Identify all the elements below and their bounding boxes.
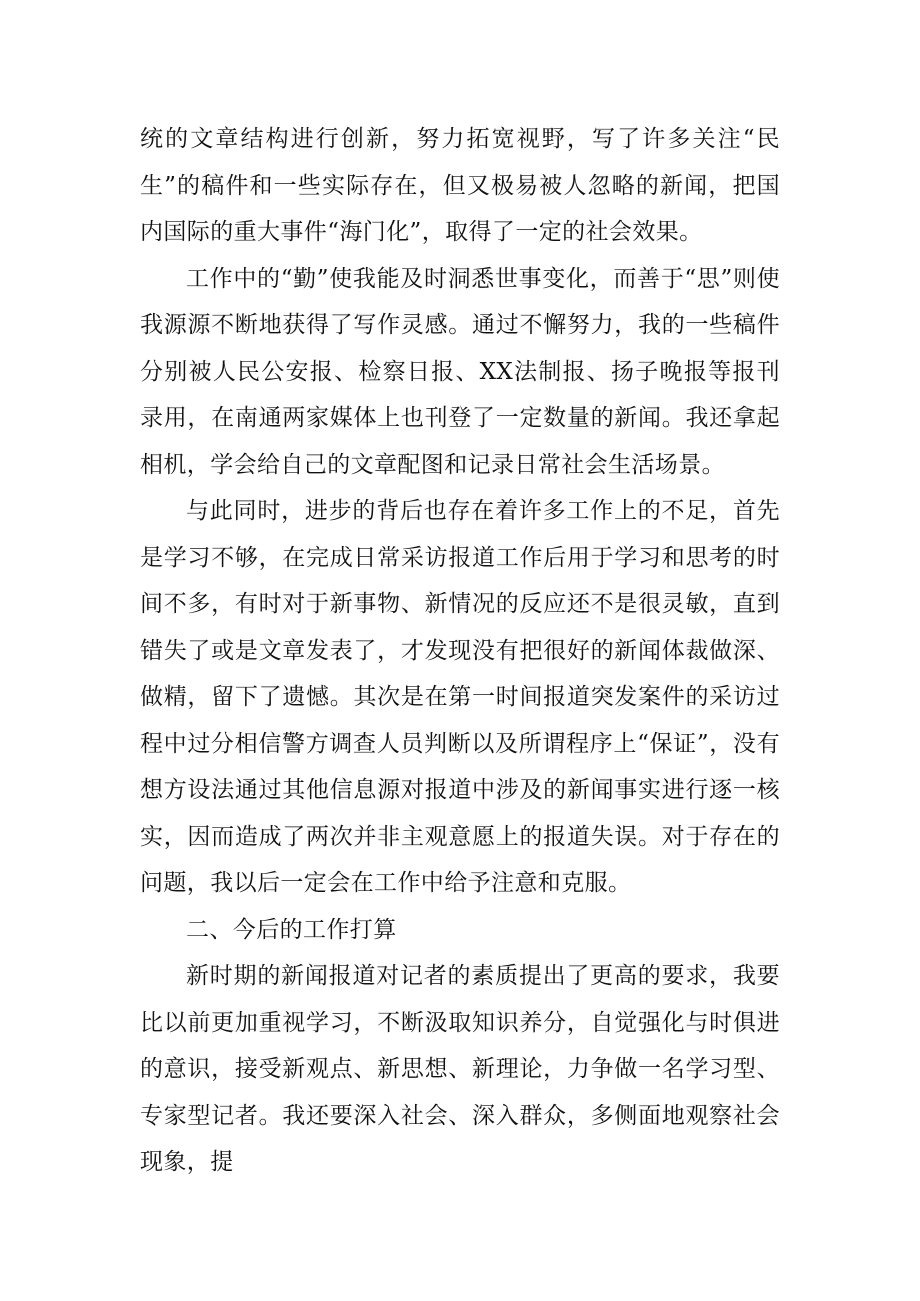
document-body bbox=[140, 116, 780, 1186]
section-heading-future-plans: 二、今后的工作打算 bbox=[186, 916, 397, 943]
paragraph-shortcomings: 与此同时，进步的背后也存在着许多工作上的不足，首先是学习不够，在完成日常采访报道工作后用于学习和思考的时间不多，有时对于新事物、新情况的反应还不是很灵敏，直到错失了或是文章发表了，才发现没有把很好的新闻体裁做深、做精，留下了遗憾。其次是在第一时间报道突发案件的采访过程中过分相信警方调查人员判断以及所谓程序上“保证”，没有想方设法通过其他信息源对报道中涉及的新闻事实进行逐一核实，因而造成了两次并非主观意愿上的报道失误。对于存在的问题，我以后一定会在工作中给予注意和克服。 bbox=[140, 498, 780, 896]
paragraph-continuation: 统的文章结构进行创新，努力拓宽视野，写了许多关注“民生”的稿件和一些实际存在，但又极易被人忽略的新闻，把国内国际的重大事件“海门化”，取得了一定的社会效果。 bbox=[140, 126, 780, 245]
paragraph-future-plans: 新时期的新闻报道对记者的素质提出了更高的要求，我要比以前更加重视学习，不断汲取知识养分，自觉强化与时俱进的意识，接受新观点、新思想、新理论，力争做一名学习型、专家型记者。我还要深入社会、深入群众，多侧面地观察社会现象，提 bbox=[140, 963, 780, 1175]
paragraph-diligence: 工作中的“勤”使我能及时洞悉世事变化，而善于“思”则使我源源不断地获得了写作灵感。通过不懈努力，我的一些稿件分别被人民公安报、检察日报、XX法制报、扬子晚报等报刊录用，在南通两家媒体上也刊登了一定数量的新闻。我还拿起相机，学会给自己的文章配图和记录日常社会生活场景。 bbox=[140, 265, 780, 478]
